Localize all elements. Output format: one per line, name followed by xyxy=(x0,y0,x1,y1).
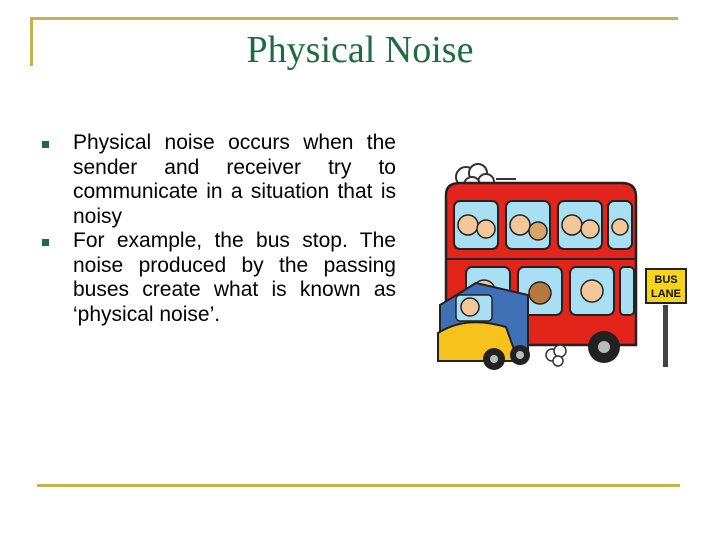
exhaust-puff-icon xyxy=(546,345,566,366)
bullet-list xyxy=(40,131,396,327)
bus-lane-sign xyxy=(646,269,686,367)
frame-bottom-rule xyxy=(37,484,680,487)
bullet-text: For example, the bus stop. The noise produced by the passing buses create what is known as ‘physical noise’. xyxy=(73,229,396,326)
bullet-item xyxy=(40,229,396,327)
bullet-square-icon xyxy=(42,141,49,148)
bus-cartoon-illustration xyxy=(436,155,690,373)
bullet-square-icon xyxy=(42,239,49,246)
slide-title: Physical Noise xyxy=(246,29,474,71)
sign-text-line2: LANE xyxy=(651,288,681,300)
bullet-item xyxy=(40,131,396,229)
bullet-text: Physical noise occurs when the sender and receiver try to communicate in a situation that is noisy xyxy=(73,131,396,228)
frame-top-rule xyxy=(30,17,678,20)
sign-text-line1: BUS xyxy=(654,274,678,286)
